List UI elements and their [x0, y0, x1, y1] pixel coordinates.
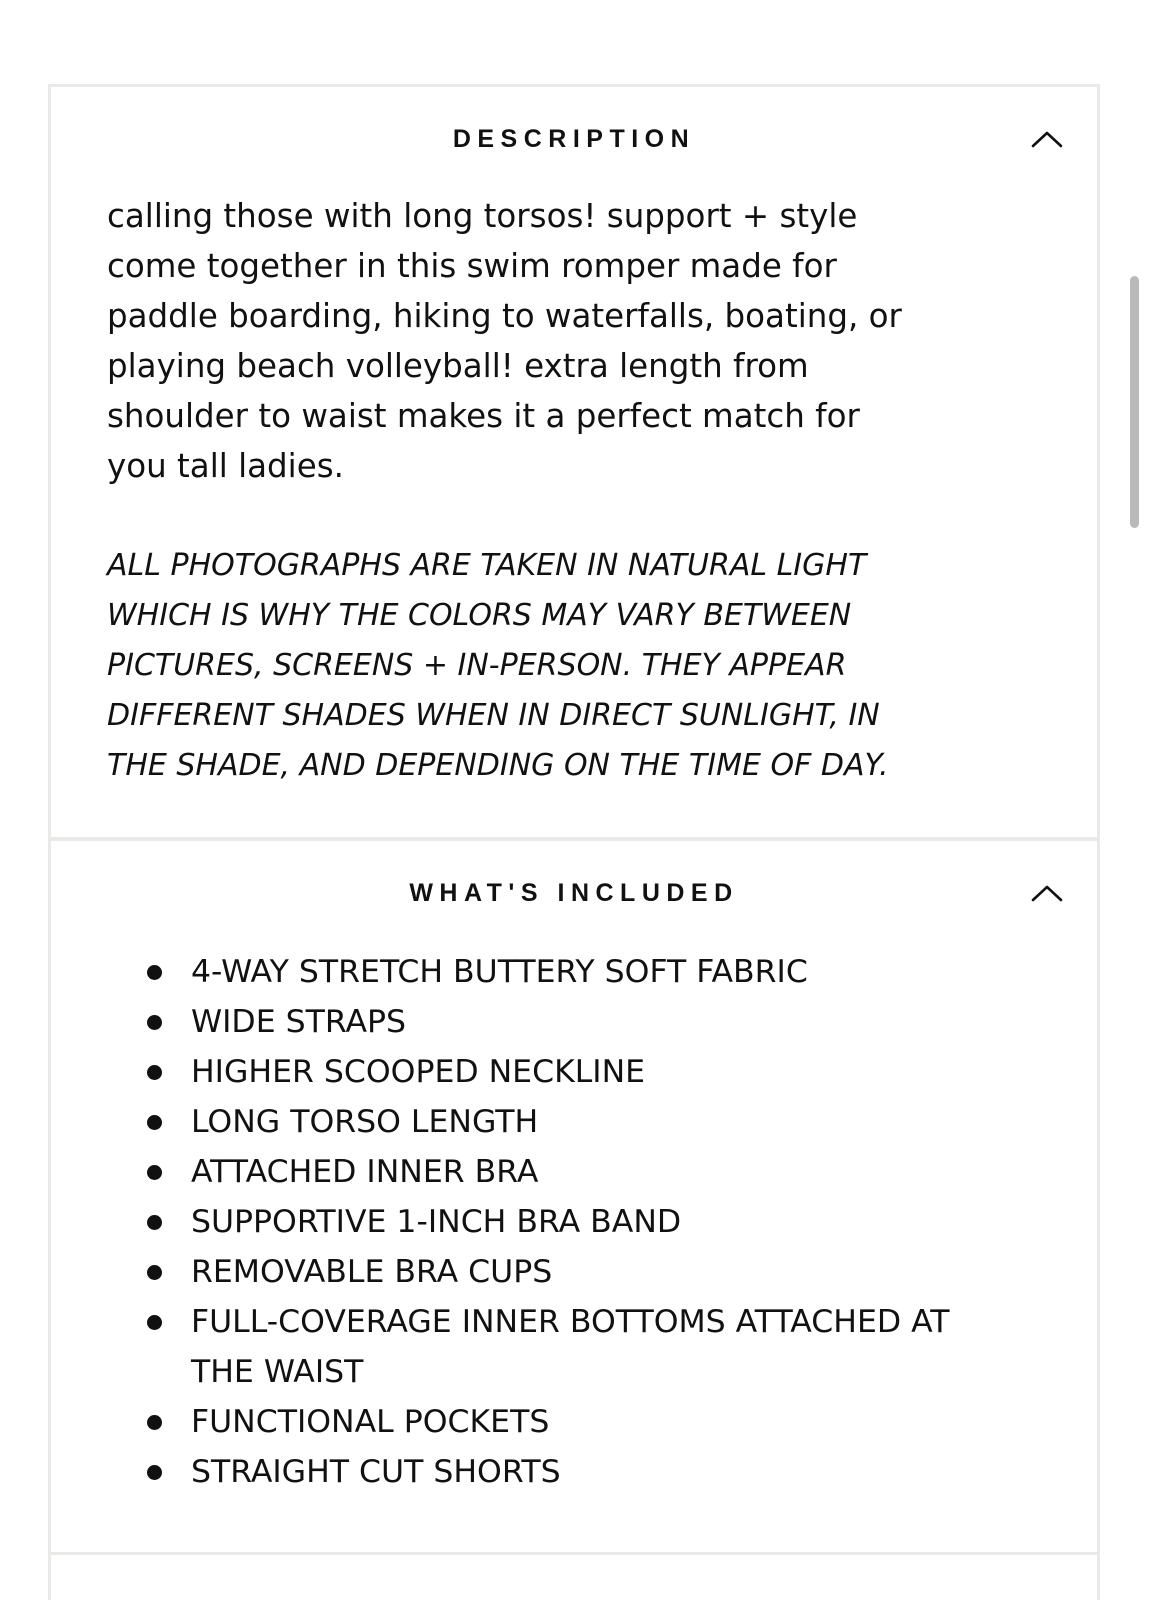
- whats-included-title: WHAT'S INCLUDED: [409, 879, 739, 907]
- included-items-list: [141, 947, 1081, 1497]
- chevron-up-icon[interactable]: [1027, 879, 1067, 907]
- list-item-label: REMOVABLE BRA CUPS: [191, 1254, 553, 1290]
- next-accordion[interactable]: [48, 1552, 1100, 1600]
- list-item: [141, 1197, 1081, 1247]
- list-item-label: ATTACHED INNER BRA: [191, 1154, 539, 1190]
- list-item-label: LONG TORSO LENGTH: [191, 1104, 539, 1140]
- bullet-icon: [147, 1265, 162, 1280]
- list-item: [141, 1297, 1081, 1397]
- bullet-icon: [147, 965, 162, 980]
- list-item: [141, 1447, 1081, 1497]
- list-item: [141, 1247, 1081, 1297]
- bullet-icon: [147, 1415, 162, 1430]
- list-item-label: STRAIGHT CUT SHORTS: [191, 1454, 561, 1490]
- whats-included-accordion-header[interactable]: [51, 841, 1097, 945]
- whats-included-accordion: [48, 838, 1100, 1556]
- bullet-icon: [147, 1065, 162, 1080]
- list-item-label: SUPPORTIVE 1-INCH BRA BAND: [191, 1204, 682, 1240]
- list-item-label: FUNCTIONAL POCKETS: [191, 1404, 550, 1440]
- list-item-label: 4-WAY STRETCH BUTTERY SOFT FABRIC: [191, 954, 808, 990]
- description-paragraph: calling those with long torsos! support + style come together in this swim romper made for paddle boarding, hiking to waterfalls, boating, or playing beach volleyball! extra length from shoulder to waist makes it a perfect match for you tall ladies.: [107, 197, 902, 485]
- list-item: [141, 997, 1081, 1047]
- list-item: [141, 947, 1081, 997]
- list-item-label: WIDE STRAPS: [191, 1004, 406, 1040]
- list-item: [141, 1047, 1081, 1097]
- list-item-label: FULL-COVERAGE INNER BOTTOMS ATTACHED AT THE WAIST: [191, 1304, 950, 1390]
- description-accordion-header[interactable]: [51, 87, 1097, 191]
- description-title: DESCRIPTION: [452, 125, 696, 153]
- list-item: [141, 1397, 1081, 1447]
- bullet-icon: [147, 1015, 162, 1030]
- bullet-icon: [147, 1465, 162, 1480]
- bullet-icon: [147, 1215, 162, 1230]
- bullet-icon: [147, 1165, 162, 1180]
- bullet-icon: [147, 1115, 162, 1130]
- list-item: [141, 1097, 1081, 1147]
- list-item: [141, 1147, 1081, 1197]
- description-accordion: [48, 84, 1100, 840]
- list-item-label: HIGHER SCOOPED NECKLINE: [191, 1054, 646, 1090]
- bullet-icon: [147, 1315, 162, 1330]
- photography-note: ALL PHOTOGRAPHS ARE TAKEN IN NATURAL LIGHT WHICH IS WHY THE COLORS MAY VARY BETWEEN PICTURES, SCREENS + IN-PERSON. THEY APPEAR DIFFERENT SHADES WHEN IN DIRECT SUNLIGHT, IN THE SHADE, AND DEPENDING ON THE TIME OF DAY.: [107, 548, 889, 783]
- chevron-up-icon[interactable]: [1027, 125, 1067, 153]
- description-body: [107, 191, 1047, 791]
- vertical-scrollbar[interactable]: [1130, 276, 1139, 528]
